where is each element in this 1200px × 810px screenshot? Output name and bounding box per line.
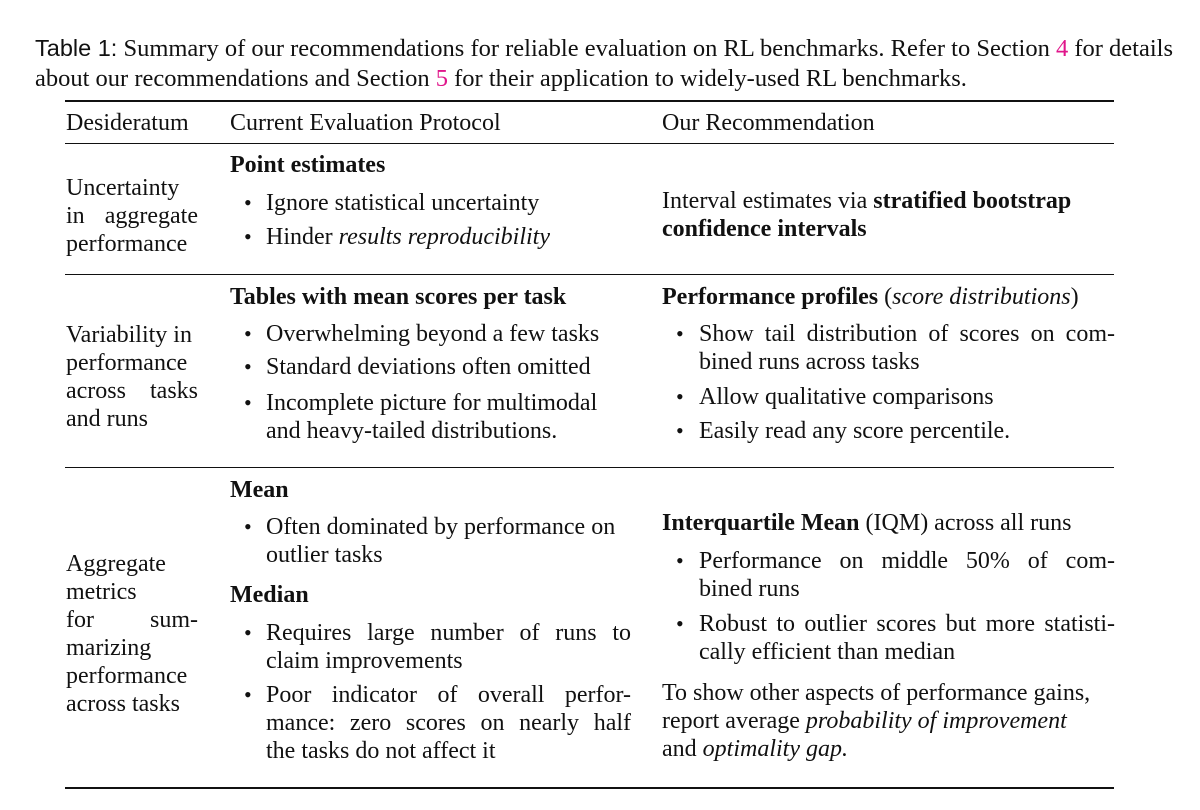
current-bullet-cont [266, 709, 631, 737]
rec-title-paren: score distributions [892, 284, 1071, 310]
rec-bullet: Easily read any score percentile. [699, 418, 1011, 444]
header-current-protocol: Current Evaluation Protocol [230, 110, 501, 136]
header-recommendation: Our Recommendation [662, 110, 875, 136]
desideratum-line: performance [66, 663, 188, 689]
rec-title: Performance profiles [662, 284, 879, 310]
bullet-icon: • [244, 224, 252, 249]
desideratum-line: and runs [66, 406, 148, 432]
desideratum-line: across tasks [66, 691, 180, 717]
rec-title: Interquartile Mean [662, 510, 860, 536]
rec-note-line: To show other aspects of performance gains, [662, 680, 1091, 706]
caption-text-b: for details about our recommendations and Section [35, 35, 1174, 92]
bullet-icon: • [244, 354, 252, 379]
current-title: Mean [230, 477, 289, 503]
current-bullet-cont: claim improvements [266, 648, 463, 674]
desideratum-line-text: across tasks [66, 378, 198, 404]
current-bullet [266, 681, 631, 709]
desideratum-line: sum- [150, 607, 198, 633]
table-caption [35, 33, 1175, 94]
desideratum-line [66, 202, 198, 230]
current-title: Point estimates [230, 152, 386, 178]
header-rule [65, 143, 1114, 144]
current-bullet [266, 619, 631, 647]
header-desideratum: Desideratum [66, 110, 189, 136]
rec-bullet-text: Robust to outlier scores but more statisti- [699, 611, 1115, 637]
row-rule-1 [65, 274, 1114, 275]
section-4-link[interactable]: 4 [1055, 35, 1069, 62]
desideratum-line: marizing [66, 635, 152, 661]
desideratum-line: Uncertainty [66, 175, 180, 201]
desideratum-line: Aggregate [66, 551, 166, 577]
bottom-rule [65, 787, 1114, 789]
row-rule-2 [65, 467, 1114, 468]
desideratum-line-text: in aggregate [66, 203, 198, 229]
current-title: Median [230, 582, 309, 608]
rec-note-line [662, 735, 848, 763]
current-bullet [266, 223, 550, 251]
top-rule [65, 100, 1114, 102]
rec-note-italic: optimality gap. [702, 736, 848, 762]
bullet-icon: • [244, 321, 252, 346]
current-bullet-cont: outlier tasks [266, 542, 383, 568]
current-bullet: Overwhelming beyond a few tasks [266, 321, 600, 347]
rec-bold-1: stratified bootstrap [873, 188, 1072, 214]
rec-bullet-cont: bined runs across tasks [699, 349, 920, 375]
bullet-text: Requires large number of runs to [266, 620, 631, 646]
rec-bullet: Allow qualitative comparisons [699, 384, 994, 410]
rec-note-text: report average [662, 708, 800, 734]
bullet-icon: • [676, 548, 684, 573]
rec-note-line [662, 707, 1067, 735]
desideratum-line: performance [66, 350, 188, 376]
current-bullet-cont: and heavy-tailed distributions. [266, 418, 558, 444]
rec-text: Interval estimates via [662, 188, 868, 214]
rec-title-line [662, 509, 1071, 537]
rec-bullet [699, 320, 1115, 348]
desideratum-line: for [66, 607, 94, 633]
caption-text-c: for their application to widely-used RL benchmarks. [454, 65, 967, 92]
rec-bullet [699, 610, 1115, 638]
bullet-icon: • [244, 620, 252, 645]
section-5-link[interactable]: 5 [435, 65, 448, 92]
rec-bold-2: confidence intervals [662, 216, 867, 242]
bullet-icon: • [676, 611, 684, 636]
rec-bullet [699, 547, 1115, 575]
rec-bullet-text: Show tail distribution of scores on com- [699, 321, 1115, 347]
rec-title-rest: (IQM) across all runs [865, 510, 1072, 536]
desideratum-line: metrics [66, 579, 137, 605]
bullet-text: mance: zero scores on nearly half [266, 710, 631, 736]
rec-note-italic: probability of improvement [805, 708, 1067, 734]
rec-bullet-text: Performance on middle 50% of com- [699, 548, 1115, 574]
bullet-icon: • [676, 321, 684, 346]
rec-note-text: and [662, 736, 697, 762]
current-title: Tables with mean scores per task [230, 284, 567, 310]
bullet-icon: • [244, 190, 252, 215]
bullet-icon: • [676, 418, 684, 443]
current-bullet: Standard deviations often omitted [266, 354, 591, 380]
desideratum-line: Variability in [66, 322, 192, 348]
current-bullet: Incomplete picture for multimodal [266, 390, 598, 416]
current-bullet: Ignore statistical uncertainty [266, 190, 540, 216]
current-bullet-cont: the tasks do not affect it [266, 738, 496, 764]
rec-title-line: Performance profiles (score distributions) [662, 284, 1079, 310]
bullet-text: Hinder [266, 224, 333, 250]
rec-bullet-cont: bined runs [699, 576, 800, 602]
bullet-icon: • [244, 682, 252, 707]
bullet-icon: • [244, 514, 252, 539]
recommendation-text [662, 187, 1071, 215]
bullet-icon: • [676, 384, 684, 409]
bullet-icon: • [244, 390, 252, 415]
desideratum-line: performance [66, 231, 188, 257]
caption-label: Table 1: [35, 35, 118, 61]
desideratum-line [66, 377, 198, 405]
bullet-text: Poor indicator of overall perfor- [266, 682, 631, 708]
current-bullet: Often dominated by performance on [266, 514, 616, 540]
rec-bullet-cont: cally efficient than median [699, 639, 956, 665]
bullet-text-italic: results reproducibility [338, 224, 550, 250]
caption-text-a: Summary of our recommendations for reliable evaluation on RL benchmarks. Refer to Section [123, 35, 1050, 62]
